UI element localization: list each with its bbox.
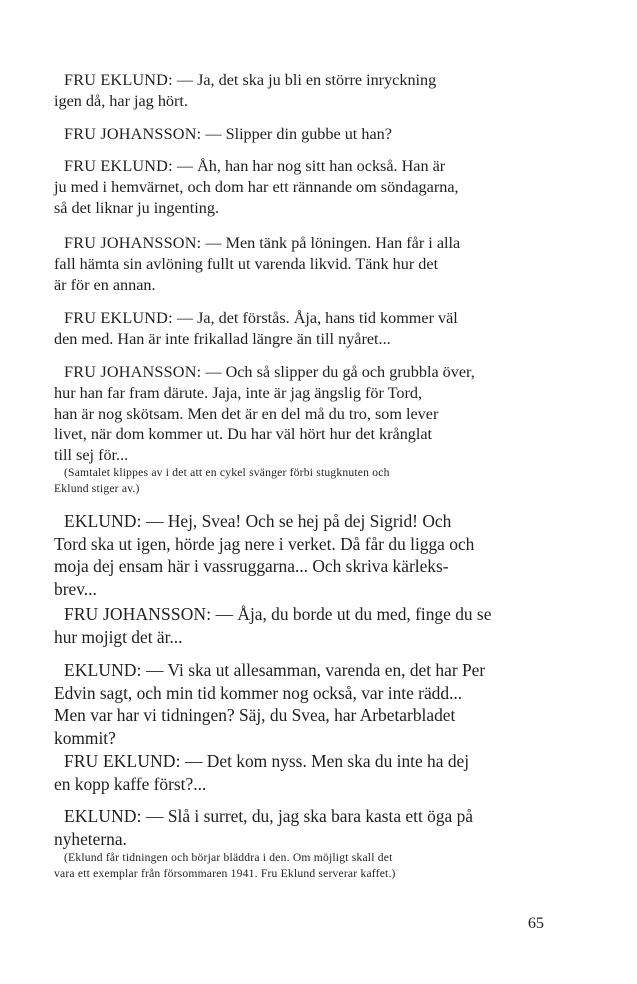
- dialogue-paragraph: [54, 362, 548, 466]
- speaker-name: FRU JOHANSSON:: [64, 604, 212, 624]
- dialogue-line: brev...: [54, 578, 97, 599]
- dialogue-paragraph: [54, 70, 548, 112]
- dialogue-line: — Men tänk på löningen. Han får i alla: [205, 234, 461, 252]
- stage-direction: [54, 850, 548, 882]
- dialogue-paragraph: [54, 805, 548, 850]
- dialogue-line: hur mojigt det är...: [54, 626, 183, 647]
- dialogue-line: — Det kom nyss. Men ska du inte ha dej: [185, 751, 470, 771]
- stage-direction-line: Eklund stiger av.): [54, 482, 140, 495]
- dialogue-line: Tord ska ut igen, hörde jag nere i verket. Då får du ligga och: [54, 533, 475, 554]
- speaker-name: EKLUND:: [64, 660, 142, 680]
- dialogue-line: Edvin sagt, och min tid kommer nog också, var inte rädd...: [54, 682, 463, 703]
- stage-direction-line: (Samtalet klippes av i det att en cykel svänger förbi stugknuten och: [64, 466, 390, 479]
- stage-direction: [54, 465, 548, 497]
- dialogue-line: han är nog skötsam. Men det är en del må du tro, som lever: [54, 404, 439, 423]
- dialogue-paragraph: [54, 510, 548, 600]
- dialogue-paragraph: [54, 156, 548, 218]
- dialogue-paragraph: [54, 750, 548, 795]
- page-number: 65: [527, 914, 544, 932]
- dialogue-paragraph: [54, 233, 548, 295]
- dialogue-paragraph: [54, 603, 548, 648]
- dialogue-line: Men var har vi tidningen? Säj, du Svea, har Arbetarbladet: [54, 705, 456, 726]
- dialogue-line: livet, när dom kommer ut. Du har väl hört hur det krånglat: [54, 425, 433, 444]
- dialogue-line: så det liknar ju ingenting.: [54, 198, 219, 217]
- dialogue-line: — Vi ska ut allesamman, varenda en, det har Per: [146, 660, 486, 680]
- dialogue-paragraph: [54, 308, 548, 350]
- speaker-name: FRU EKLUND:: [64, 309, 173, 327]
- dialogue-line: till sej för...: [54, 446, 129, 465]
- dialogue-line: — Ja, det förstås. Åja, hans tid kommer väl: [176, 309, 458, 327]
- dialogue-line: är för en annan.: [54, 275, 156, 294]
- speaker-name: FRU EKLUND:: [64, 71, 173, 89]
- dialogue-line: ju med i hemvärnet, och dom har ett rännande om söndagarna,: [54, 177, 459, 196]
- speaker-name: EKLUND:: [64, 511, 142, 531]
- dialogue-paragraph: [54, 659, 548, 749]
- speaker-name: EKLUND:: [64, 806, 142, 826]
- speaker-name: FRU EKLUND:: [64, 157, 173, 175]
- dialogue-line: — Slå i surret, du, jag ska bara kasta ett öga på: [146, 806, 474, 826]
- speaker-name: FRU JOHANSSON:: [64, 363, 202, 381]
- dialogue-line: kommit?: [54, 727, 116, 748]
- dialogue-line: — Och så slipper du gå och grubbla över,: [205, 363, 475, 381]
- dialogue-line: — Åh, han har nog sitt han också. Han är: [176, 157, 446, 175]
- dialogue-line: den med. Han är inte frikallad längre än till nyåret...: [54, 329, 391, 348]
- stage-direction-line: vara ett exemplar från försommaren 1941. Fru Eklund serverar kaffet.): [54, 867, 396, 880]
- dialogue-paragraph: [54, 124, 548, 145]
- dialogue-line: fall hämta sin avlöning fullt ut varenda likvid. Tänk hur det: [54, 254, 439, 273]
- dialogue-line: hur han far fram därute. Jaja, inte är jag ängslig för Tord,: [54, 383, 423, 402]
- dialogue-line: igen då, har jag hört.: [54, 91, 188, 110]
- dialogue-line: — Slipper din gubbe ut han?: [205, 125, 392, 143]
- dialogue-line: — Åja, du borde ut du med, finge du se: [215, 604, 492, 624]
- dialogue-line: moja dej ensam här i vassruggarna... Och skriva kärleks-: [54, 556, 449, 577]
- speaker-name: FRU EKLUND:: [64, 751, 181, 771]
- dialogue-line: en kopp kaffe först?...: [54, 773, 207, 794]
- dialogue-line: — Hej, Svea! Och se hej på dej Sigrid! Och: [146, 511, 452, 531]
- stage-direction-line: (Eklund får tidningen och börjar bläddra i den. Om möjligt skall det: [64, 851, 393, 864]
- speaker-name: FRU JOHANSSON:: [64, 125, 202, 143]
- dialogue-line: — Ja, det ska ju bli en större inryckning: [176, 71, 437, 89]
- dialogue-line: nyheterna.: [54, 828, 127, 849]
- speaker-name: FRU JOHANSSON:: [64, 234, 202, 252]
